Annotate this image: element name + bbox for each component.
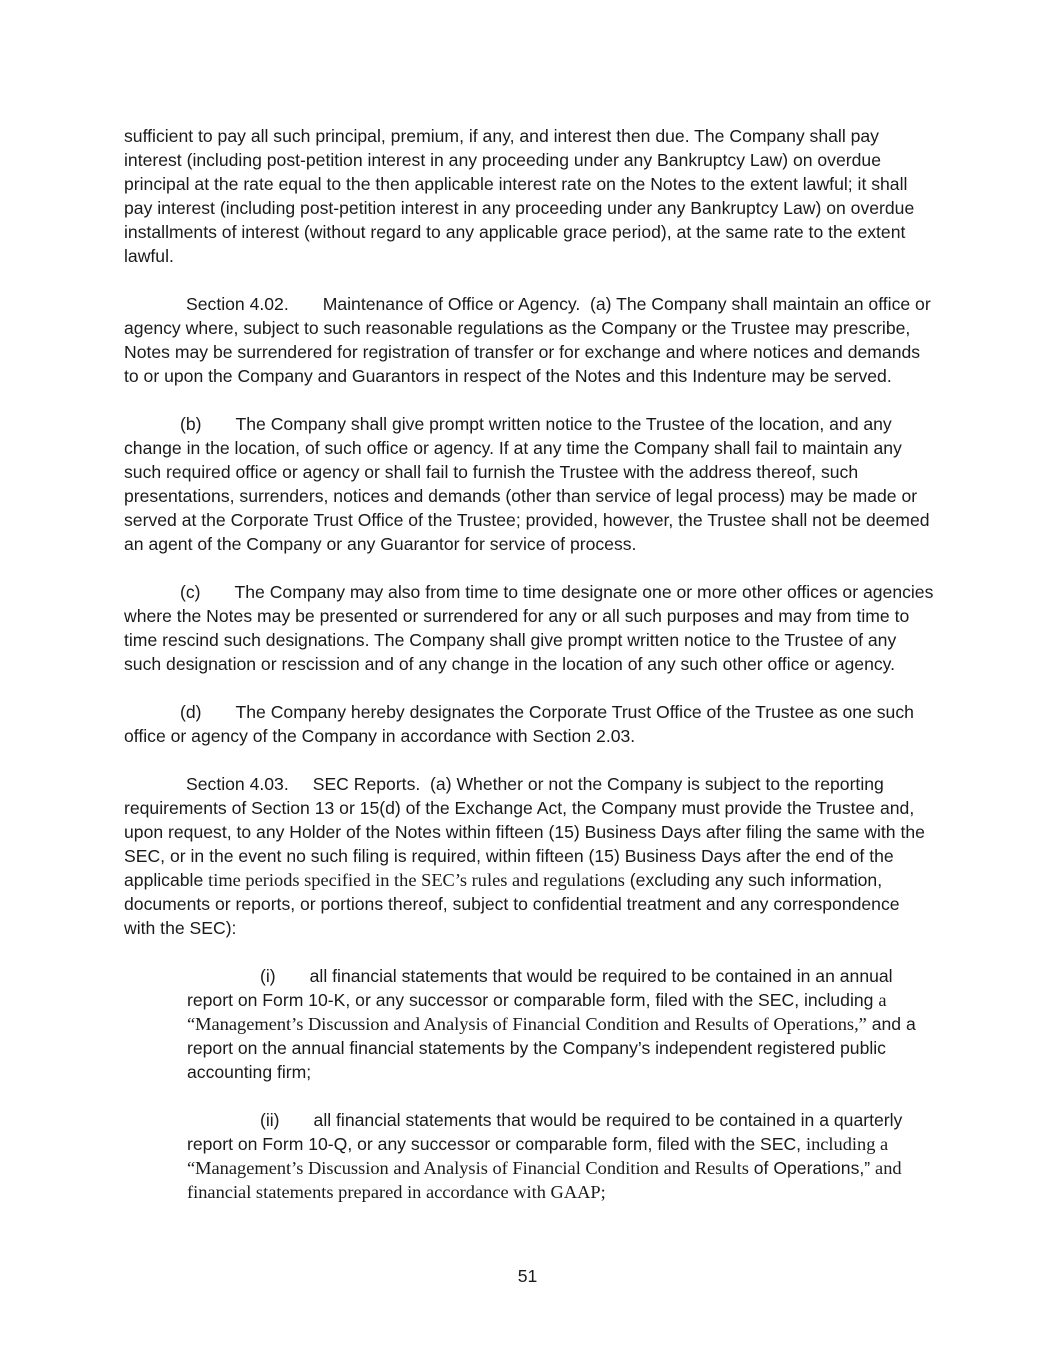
- section-4-03: [124, 772, 934, 940]
- paragraph-d-label: (d): [180, 702, 202, 722]
- clause-ii-text: all financial statements that would be required to be contained in a quarterly report on Form 10-Q, or any successor or comparable form, filed with the SEC,: [187, 1110, 903, 1154]
- section-4-03-text: (a) Whether or not the Company is subject to the reporting requirements of Section 13 or 15(d) of the Exchange Act, the Company must provide the Trustee and, upon request, to any Holder of the Notes within fifteen (15) Business Days after filing the same with the SEC, or in the event no such filing is required, within fifteen (15) Business Days after the end of the applicable: [124, 774, 925, 890]
- clause-ii-label: (ii): [260, 1110, 280, 1130]
- paragraph-c-label: (c): [180, 582, 201, 602]
- paragraph-c: [124, 580, 934, 676]
- section-4-02-number: Section 4.02.: [186, 294, 289, 314]
- clause-i-text-tail: and a report on the annual financial statements by the Company’s independent registered public accounting firm;: [187, 1014, 916, 1082]
- document-page: [124, 124, 934, 1228]
- clause-i-text-block: [187, 964, 934, 1084]
- section-4-03-text-serif: time periods specified in the SEC’s rules and regulations: [208, 870, 625, 890]
- paragraph-d: [124, 700, 934, 748]
- paragraph-b-text: The Company shall give prompt written notice to the Trustee of the location, and any change in the location, of such office or agency. If at any time the Company shall fail to maintain any such required office or agency or shall fail to furnish the Trustee with the address thereof, such presentations, surrenders, notices and demands (other than service of legal process) may be made or served at the Corporate Trust Office of the Trustee; provided, however, the Trustee shall not be deemed an agent of the Company or any Guarantor for service of process.: [124, 414, 930, 554]
- paragraph-b: [124, 412, 934, 556]
- section-4-02-title: Maintenance of Office or Agency.: [322, 294, 581, 314]
- page-number: 51: [517, 1266, 538, 1286]
- section-4-02: [124, 292, 934, 388]
- clause-ii-text-block: [187, 1108, 934, 1204]
- continuation-text: sufficient to pay all such principal, premium, if any, and interest then due. The Company shall pay interest (including post-petition interest in any proceeding under any Bankruptcy Law) on overdue principal at the rate equal to the then applicable interest rate on the Notes to the extent lawful; it shall pay interest (including post-petition interest in any proceeding under any Bankruptcy Law) on overdue installments of interest (without regard to any applicable grace period), at the same rate to the extent lawful.: [124, 126, 915, 266]
- paragraph-c-text: The Company may also from time to time designate one or more other offices or agencies where the Notes may be presented or surrendered for any or all such purposes and may from time to time rescind such designations. The Company shall give prompt written notice to the Trustee of any such designation or rescission and of any change in the location of any such other office or agency.: [124, 582, 934, 674]
- clause-i-text-serif: a “Management’s Discussion and Analysis of Financial Condition and Results of Operations,”: [187, 990, 887, 1034]
- section-4-02-text: (a) The Company shall maintain an office or agency where, subject to such reasonable regulations as the Company or the Trustee may prescribe, Notes may be surrendered for registration of transfer or for exchange and where notices and demands to or upon the Company and Guarantors in respect of the Notes and this Indenture may be served.: [124, 294, 931, 386]
- clause-ii-text-tail-serif: and financial statements prepared in accordance with GAAP;: [187, 1158, 902, 1202]
- paragraph-d-text: The Company hereby designates the Corporate Trust Office of the Trustee as one such office or agency of the Company in accordance with Section 2.03.: [124, 702, 914, 746]
- clause-i-label: (i): [260, 966, 276, 986]
- clause-i: [187, 964, 934, 1084]
- clause-ii-text-serif: including a “Management’s Discussion and Analysis of Financial Condition and Results: [187, 1134, 889, 1178]
- section-4-03-text-tail: (excluding any such information, documents or reports, or portions thereof, subject to confidential treatment and any correspondence with the SEC):: [124, 870, 900, 938]
- clause-i-text: all financial statements that would be required to be contained in an annual report on Form 10-K, or any successor or comparable form, filed with the SEC, including: [187, 966, 893, 1010]
- clause-ii: [187, 1108, 934, 1204]
- paragraph-b-label: (b): [180, 414, 202, 434]
- section-4-03-title: SEC Reports.: [312, 774, 421, 794]
- continuation-paragraph: [124, 124, 934, 268]
- clause-ii-text-tail: of Operations,”: [753, 1158, 871, 1178]
- section-4-03-number: Section 4.03.: [186, 774, 289, 794]
